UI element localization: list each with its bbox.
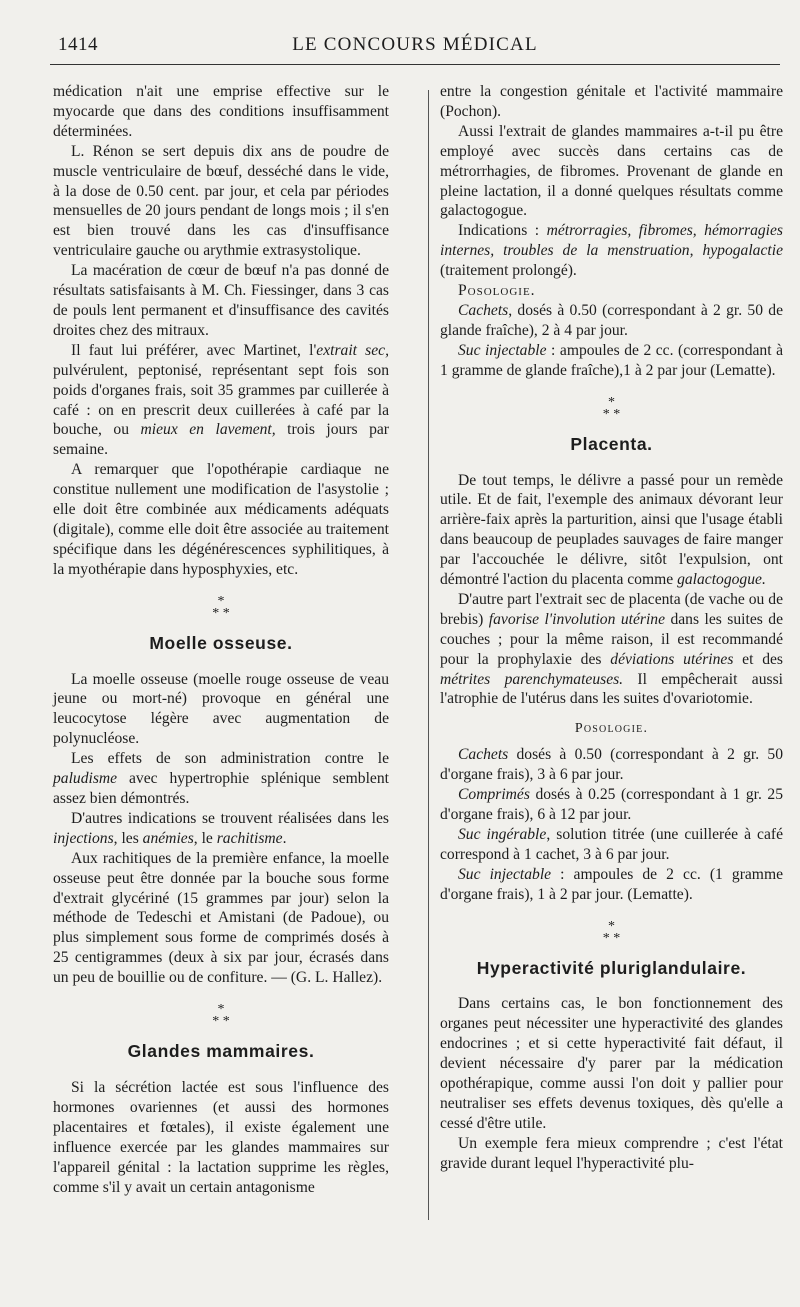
paragraph: La moelle osseuse (moelle rouge osseuse de veau jeune ou mort-né) provoque en général une leucocytose légère avec augmentation de polynucléose. [53,670,389,748]
page-number: 1414 [58,34,98,55]
paragraph: Il faut lui préférer, avec Martinet, l'extrait sec, pulvérulent, peptonisé, représentant sept fois son poids d'organes frais, soit 35 grammes par cuillerée à café : on en prescrit deux cuillerées à café par la bouche, ou mieux en lavement, trois jours par semaine. [53,341,389,459]
paragraph: D'autre part l'extrait sec de placenta (de vache ou de brebis) favorise l'involution utérine dans les suites de couches ; pour la même raison, il est recommandé pour la prophylaxie des déviations utérines et des métrites parenchymateuses. Il empêcherait aussi l'atrophie de l'utérus dans les suites d'ovariotomie. [440,590,784,708]
paragraph: Comprimés dosés à 0.25 (correspondant à 1 gr. 25 d'organe frais), 6 à 12 par jour. [440,786,783,823]
paragraph: D'autres indications se trouvent réalisées dans les injections, les anémies, le rachitisme. [53,809,389,847]
right-column [440,82,783,1174]
running-title: LE CONCOURS MÉDICAL [292,34,538,55]
section-heading-placenta: Placenta. [570,433,653,454]
paragraph: Dans certains cas, le bon fonctionnement des organes peut nécessiter une hyperactivité des glandes endocrines ; et si cette hyperactivité fait défaut, il devient nécessaire d'y parer par la médication opothérapique, comme aussi l'on doit y pallier pour neutraliser ses effets devenus toxiques, dès qu'elle a cessé d'être utile. [440,995,783,1132]
paragraph: entre la congestion génitale et l'activité mammaire (Pochon). [440,83,783,120]
paragraph: De tout temps, le délivre a passé pour un remède utile. Et de fait, l'exemple des animaux dévorant leur arrière-faix après la parturition, ainsi que l'usage établi dans beaucoup de peuplades sauvages de faire manger par l'accouchée le délivre, sitôt l'expulsion, ont démontré l'action du placenta comme galactogogue. [440,471,783,589]
asterism-ornament: * * * [602,394,621,422]
paragraph: Suc injectable : ampoules de 2 cc. (correspondant à 1 gramme de glande fraîche),1 à 2 par jour (Lematte). [440,341,783,379]
column-divider [428,90,429,1220]
section-heading-moelle-osseuse: Moelle osseuse. [149,632,293,653]
asterism-ornament: * * * [602,918,621,946]
paragraph: La macération de cœur de bœuf n'a pas donné de résultats satisfaisants à M. Ch. Fiessinger, dans 3 cas de pouls lent permanent et d'insuffisance des cavités droites chez des mitraux. [53,262,389,339]
section-heading-glandes-mammaires: Glandes mammaires. [127,1041,315,1062]
paragraph: Les effets de son administration contre le paludisme avec hypertrophie splénique semblent assez bien démontrés. [53,750,389,807]
posologie-heading: Posologie. [574,721,649,737]
asterism-ornament: * * * [212,593,230,621]
left-column [53,82,389,1197]
paragraph: Suc ingérable, solution titrée (une cuillerée à café correspond à 1 cachet, 3 à 6 par jour. [440,825,783,863]
paragraph: Suc injectable : ampoules de 2 cc. (1 gramme d'organe frais), 1 à 2 par jour. (Lematte). [440,865,783,903]
asterism-ornament: * * * [212,1002,230,1030]
paragraph: A remarquer que l'opothérapie cardiaque ne constitue nullement une modification de l'asystolie ; elle doit être combinée aux médicaments adéquats (digitale), comme elle doit être associée au traitement spécifique dans les dégénérescences syphilitiques, à la myothérapie dans hyposphyxies, etc. [53,461,389,578]
paragraph: Aux rachitiques de la première enfance, la moelle osseuse peut être donnée par la bouche sous forme d'extrait glycériné (15 grammes par jour) selon la méthode de Tedeschi et Amistani (de Padoue), ou plus simplement sous forme de comprimés dosés à 25 centigrammes (deux à six par jour, écrasés dans un peu de bouillie ou de confiture. — (G. L. Hallez). [53,849,389,987]
paragraph: Cachets, dosés à 0.50 (correspondant à 2 gr. 50 de glande fraîche), 2 à 4 par jour. [440,301,783,339]
page-header [50,28,780,65]
paragraph: médication n'ait une emprise effective sur le myocarde que dans des conditions insuffisamment déterminées. [53,83,389,140]
posologie-label: Posologie. [458,282,536,300]
paragraph: Cachets dosés à 0.50 (correspondant à 2 gr. 50 d'organe frais), 3 à 6 par jour. [440,746,783,784]
paragraph: Un exemple fera mieux comprendre ; c'est l'état gravide durant lequel l'hyperactivité plu- [440,1134,783,1172]
paragraph: Aussi l'extrait de glandes mammaires a-t-il pu être employé avec succès dans certains cas de métrorrhagies, de fibromes. Provenant de glande en pleine lactation, il a donné quelques résultats comme galactogogue. [440,122,783,220]
paragraph: Indications : métrorragies, fibromes, hémorragies internes, troubles de la menstruation, hypogalactie (traitement prolongé). [440,222,784,280]
section-heading-hyperactivite: Hyperactivité pluriglandulaire. [476,957,747,978]
paragraph: L. Rénon se sert depuis dix ans de poudre de muscle ventriculaire de bœuf, desséché dans le vide, à la dose de 0.50 cent. par jour, et cela par périodes mensuelles de 20 jours pendant de longs mois ; il s'en est bien trouvé dans les cas d'insuffisance ventriculaire gauche ou arythmie extrasystolique. [53,142,389,260]
paragraph: Si la sécrétion lactée est sous l'influence des hormones ovariennes (et aussi des hormones placentaires et fœtales), il existe également une influence exercée par les glandes mammaires sur l'appareil génital : la lactation supprime les règles, comme s'il y avait un certain antagonisme [53,1078,389,1196]
